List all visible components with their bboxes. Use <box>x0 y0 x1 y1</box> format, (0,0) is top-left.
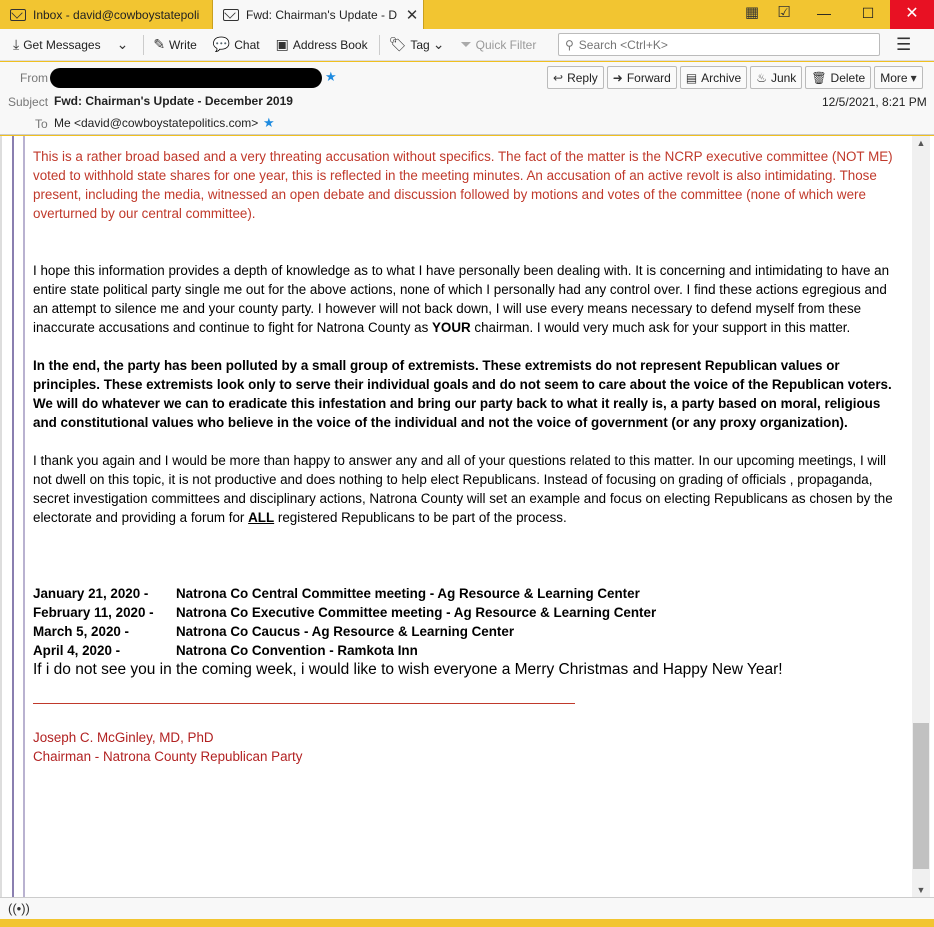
more-button[interactable] <box>874 66 922 89</box>
more-label: More <box>880 70 908 85</box>
quote-bar <box>12 136 14 897</box>
message-content <box>33 147 903 766</box>
subject-label: Subject <box>8 95 49 109</box>
vertical-scrollbar[interactable] <box>912 136 930 897</box>
text-run: registered Republicans to be part of the process. <box>274 510 567 525</box>
tab-label: Fwd: Chairman's Update - D <box>246 7 398 22</box>
address-book-button[interactable] <box>271 33 373 57</box>
forward-label: Forward <box>626 70 671 85</box>
text-run: chairman. I would very much ask for your support in this matter. <box>470 320 851 335</box>
star-icon[interactable]: ★ <box>325 69 337 84</box>
window-controls <box>802 0 934 29</box>
trash-icon: 🗑 <box>811 70 827 85</box>
scroll-down-icon[interactable]: ▼ <box>916 885 926 895</box>
text-run: YOUR <box>431 320 471 335</box>
message-body <box>0 136 934 897</box>
text-run: I hope this information provides a depth of knowledge as to what I have personally been dealing with. It is concerning and intimidating to have an entire state political party single me out for the above actions, none of which I personally had any control over. I find these actions egregious and an attempt to silence me and your county party. I however will not back down, I will use every means necessary to defend myself from these inaccurate accusations and continue to fight for Natrona County as <box>33 263 890 335</box>
meeting-row <box>33 584 903 603</box>
body-paragraph <box>33 261 903 337</box>
meeting-row <box>33 622 903 641</box>
close-tab-icon[interactable]: ✕ <box>405 6 419 24</box>
search-icon: ⚲ <box>565 37 574 52</box>
tab-message[interactable] <box>212 0 424 29</box>
calendar-icon[interactable]: ▦ <box>744 4 760 21</box>
meeting-date: January 21, 2020 - <box>33 586 149 601</box>
online-status-icon[interactable]: ((•)) <box>8 901 30 916</box>
recipient[interactable]: Me <david@cowboystatepolitics.com> <box>54 116 259 130</box>
message-date: 12/5/2021, 8:21 PM <box>822 95 927 109</box>
chat-label: Chat <box>234 37 260 52</box>
meeting-event: Natrona Co Central Committee meeting - Ag Resource & Learning Center <box>176 586 640 601</box>
junk-label: Junk <box>770 70 797 85</box>
archive-button[interactable] <box>680 66 747 89</box>
minimize-button[interactable]: — <box>817 5 831 21</box>
archive-box-icon: ▤ <box>685 70 698 85</box>
separator <box>379 35 380 55</box>
envelope-icon <box>223 9 239 21</box>
scroll-up-icon[interactable]: ▲ <box>916 138 926 148</box>
search-box <box>558 33 880 56</box>
body-paragraph: This is a rather broad based and a very threating accusation without specifics. The fact of the matter is the NCRP executive committee (NOT ME) voted to withhold state shares for one year, this is reflected in the meeting minutes. An accusation of an active revolt is also intimidating. Those present, including the media, witnessed an open debate and discussion followed by motions and votes of the committee (none of which were overturned by our central committee). <box>33 149 893 221</box>
scrollbar-thumb[interactable] <box>913 723 929 869</box>
chat-button[interactable] <box>208 33 265 57</box>
meeting-list <box>33 584 903 660</box>
download-icon: ⤓ <box>13 36 20 52</box>
to-label: To <box>35 117 48 131</box>
archive-label: Archive <box>701 70 742 85</box>
chevron-down-icon: ▾ <box>910 70 917 85</box>
signature <box>33 728 903 766</box>
star-icon[interactable]: ★ <box>263 115 275 130</box>
quick-filter-button[interactable] <box>455 33 541 57</box>
meeting-event: Natrona Co Executive Committee meeting - Ag Resource & Learning Center <box>176 605 657 620</box>
tab-label: Inbox - david@cowboystatepoli <box>33 7 200 22</box>
meeting-row <box>33 603 903 622</box>
text-run: ALL <box>248 510 275 525</box>
tasks-icon[interactable]: ☑ <box>777 4 791 21</box>
chevron-down-icon: ⌄ <box>432 36 445 52</box>
quick-filter-label: Quick Filter <box>475 37 537 52</box>
closing-greeting: If i do not see you in the coming week, i would like to wish everyone a Merry Christmas and Happy New Year! <box>33 661 783 678</box>
address-book-icon: ▣ <box>275 36 289 52</box>
get-messages-dropdown[interactable] <box>112 33 138 57</box>
meeting-row <box>33 641 903 660</box>
window-tools <box>742 3 794 23</box>
delete-button[interactable] <box>805 66 871 89</box>
from-label: From <box>20 71 48 85</box>
message-header <box>0 62 934 135</box>
pencil-icon: ✎ <box>153 36 166 52</box>
tab-inbox[interactable] <box>0 0 208 29</box>
hamburger-menu-icon[interactable]: ☰ <box>896 35 912 54</box>
address-book-label: Address Book <box>292 37 368 52</box>
write-label: Write <box>169 37 197 52</box>
tag-label: Tag <box>410 37 430 52</box>
delete-label: Delete <box>830 70 866 85</box>
quote-bar <box>23 136 25 897</box>
window-border <box>0 919 934 927</box>
flame-icon: ♨ <box>756 70 767 85</box>
main-toolbar <box>0 29 934 61</box>
forward-button[interactable] <box>607 66 677 89</box>
chevron-down-icon: ⌄ <box>116 36 129 52</box>
search-input[interactable] <box>579 38 869 52</box>
signature-name: Joseph C. McGinley, MD, PhD <box>33 730 214 745</box>
reply-label: Reply <box>567 70 598 85</box>
reply-button[interactable] <box>547 66 604 89</box>
envelope-icon <box>10 9 26 21</box>
junk-button[interactable] <box>750 66 802 89</box>
meeting-date: February 11, 2020 - <box>33 605 154 620</box>
signature-divider <box>33 703 575 704</box>
status-bar <box>0 897 934 919</box>
separator <box>143 35 144 55</box>
signature-title: Chairman - Natrona County Republican Party <box>33 749 303 764</box>
forward-arrow-icon: ➜ <box>612 70 623 85</box>
body-paragraph <box>33 451 903 527</box>
reply-arrow-icon: ↩ <box>553 70 564 85</box>
close-window-button[interactable]: ✕ <box>890 0 934 29</box>
maximize-button[interactable]: ☐ <box>861 5 875 21</box>
header-actions <box>547 66 923 89</box>
meeting-date: March 5, 2020 - <box>33 624 130 639</box>
tag-button[interactable] <box>384 33 450 57</box>
subject-text: Fwd: Chairman's Update - December 2019 <box>54 94 293 108</box>
get-messages-label: Get Messages <box>23 37 101 52</box>
write-button[interactable] <box>148 33 202 57</box>
text-run: I thank you again and I would be more than happy to answer any and all of your questions related to this matter. In our upcoming meetings, I will not dwell on this topic, it is not productive and does nothing to help elect Republicans. Instead of focusing on grading of officials , propaganda, secret investigation committees and disciplinary actions, Natrona County will set an example and focus on electing Republicans as chosen by the electorate and providing a forum for <box>33 453 893 525</box>
meeting-event: Natrona Co Convention - Ramkota Inn <box>176 643 418 658</box>
get-messages-button[interactable] <box>8 33 106 57</box>
meeting-event: Natrona Co Caucus - Ag Resource & Learning Center <box>176 624 515 639</box>
funnel-icon: ⏷ <box>460 36 472 52</box>
body-paragraph: In the end, the party has been polluted by a small group of extremists. These extremists do not represent Republican values or principles. These extremists look only to serve their individual goals and do not seem to care about the voice of the Republican voters. We will do whatever we can to eradicate this infestation and bring our party back to what it really is, a party based on moral, religious and constitutional values who believe in the voice of the individual and not the voice of government (or any proxy organization). <box>33 358 892 430</box>
redacted-sender <box>50 68 322 88</box>
tag-icon: 🏷 <box>388 36 407 52</box>
meeting-date: April 4, 2020 - <box>33 643 121 658</box>
title-bar <box>0 0 934 29</box>
chat-bubble-icon: 💬 <box>212 36 231 52</box>
